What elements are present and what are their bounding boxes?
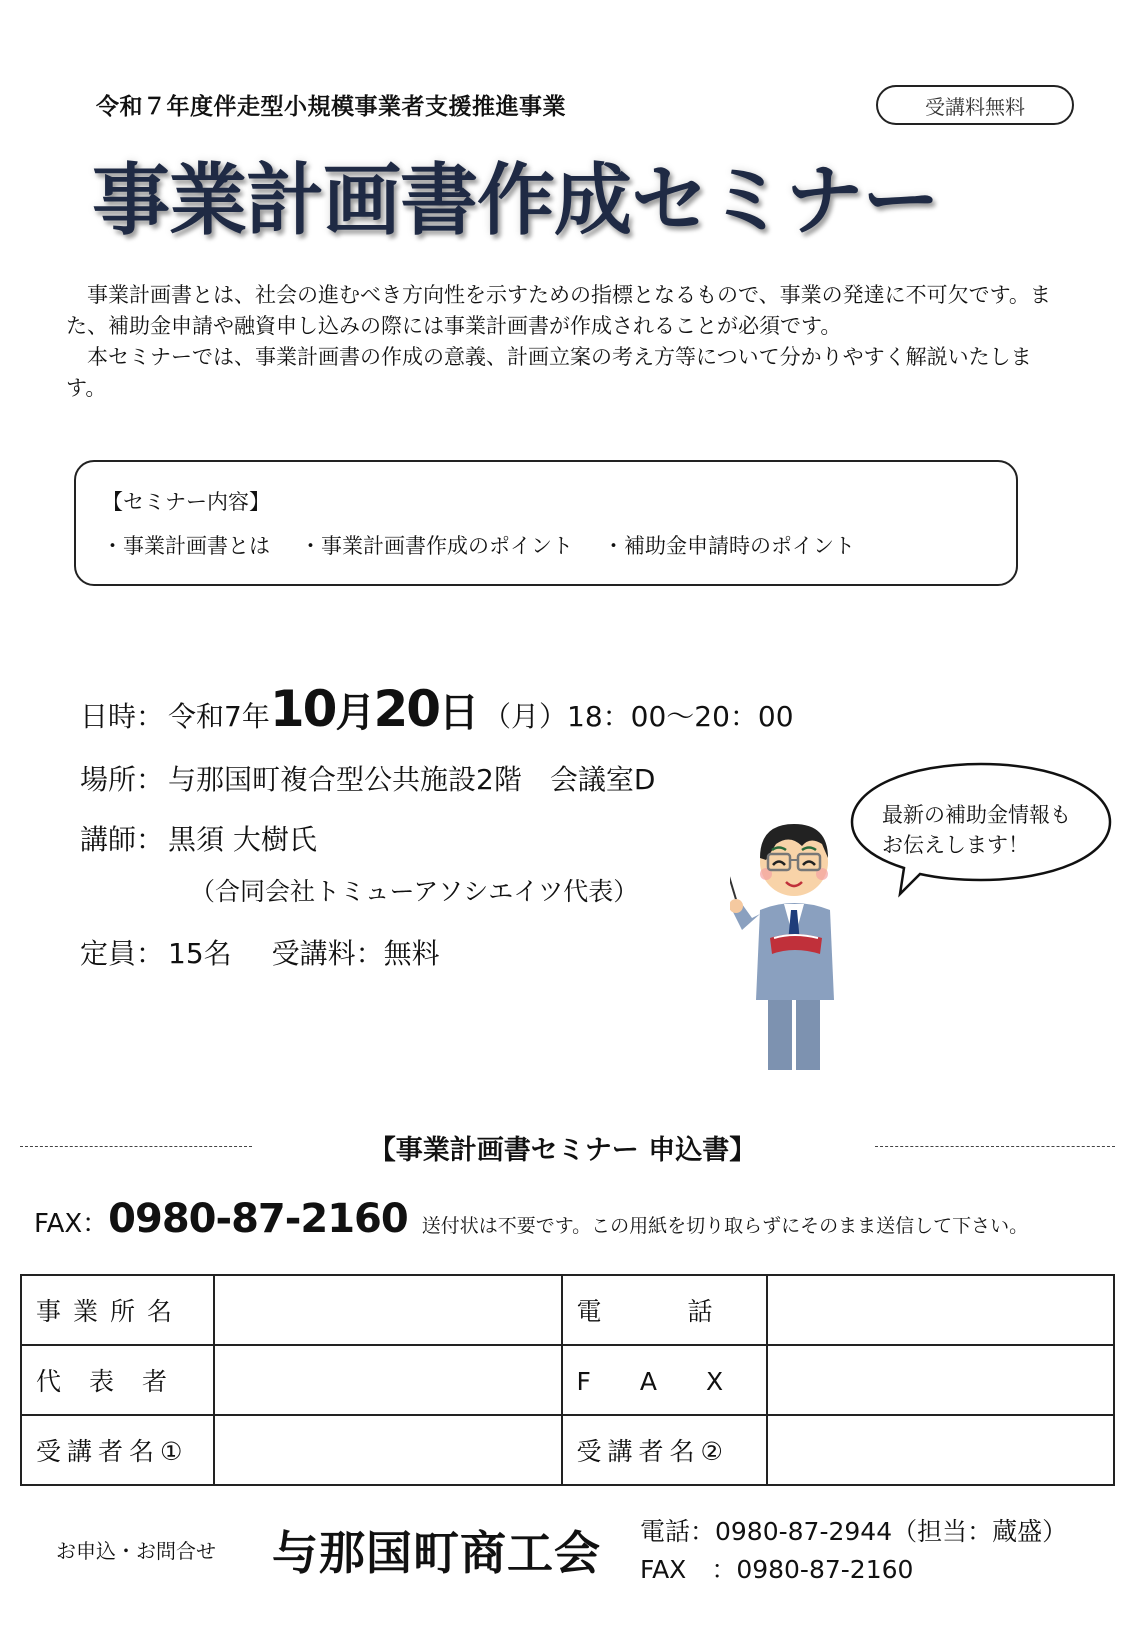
program-name: 令和７年度伴走型小規模事業者支援推進事業: [96, 94, 566, 120]
business-name-label: 事業所名: [21, 1275, 214, 1345]
speech-bubble-text: [882, 800, 1071, 860]
representative-field[interactable]: [214, 1345, 562, 1415]
application-form-title: 【事業計画書セミナー 申込書】: [368, 1135, 757, 1166]
lecturer-label: 講師：: [80, 823, 165, 856]
fax-note: 送付状は不要です。この用紙を切り取らずにそのまま送信して下さい。: [421, 1215, 1029, 1237]
seminar-content-heading: 【セミナー内容】: [102, 490, 270, 514]
seminar-content-list: [102, 530, 855, 560]
contact-phone: 電話：0980-87-2944（担当：蔵盛）: [640, 1517, 1068, 1546]
fax-instruction: [34, 1196, 1028, 1242]
lecturer-row: [80, 818, 317, 858]
organization-name: 与那国町商工会: [272, 1526, 601, 1580]
capacity-value: 15名: [168, 937, 232, 970]
capacity-label: 定員：: [80, 937, 165, 970]
datetime-era: 令和7年: [168, 700, 270, 733]
fee-badge: [876, 85, 1074, 125]
datetime-row: [80, 680, 794, 738]
fee-value: 無料: [383, 937, 440, 970]
seminar-content-item: ・補助金申請時のポイント: [603, 534, 855, 558]
contact-fax: FAX ：0980-87-2160: [640, 1555, 914, 1584]
fax-number: 0980-87-2160: [108, 1196, 408, 1242]
representative-label: 代表者: [21, 1345, 214, 1415]
table-row: [21, 1415, 1114, 1485]
datetime-month-unit: 月: [335, 690, 374, 736]
datetime-label: 日時：: [80, 700, 165, 733]
speech-bubble-line: お伝えします！: [882, 833, 1029, 857]
datetime-day: 20: [373, 680, 440, 738]
datetime-month: 10: [269, 680, 336, 738]
table-row: [21, 1345, 1114, 1415]
intro-paragraph-2: 本セミナーでは、事業計画書の作成の意義、計画立案の考え方等について分かりやすく解説いたします。: [66, 345, 1032, 400]
fax-field-label: F A X: [562, 1345, 767, 1415]
phone-field[interactable]: [767, 1275, 1115, 1345]
application-form-table: [20, 1274, 1115, 1486]
fee-badge-label: 受講料無料: [925, 94, 1025, 119]
page-title: 事業計画書作成セミナー: [92, 156, 940, 246]
capacity-row: [80, 932, 440, 972]
attendee-2-field[interactable]: [767, 1415, 1115, 1485]
attendee-2-label: 受講者名②: [562, 1415, 767, 1485]
seminar-content-box: [74, 460, 1018, 586]
datetime-time: 18：00～20：00: [567, 700, 794, 733]
place-value: 与那国町複合型公共施設2階 会議室D: [168, 763, 656, 796]
lecturer-name: 黒須 大樹氏: [168, 823, 317, 856]
seminar-content-item: ・事業計画書作成のポイント: [300, 534, 573, 558]
cut-line-right: [875, 1146, 1115, 1147]
business-name-field[interactable]: [214, 1275, 562, 1345]
contact-label: お申込・お問合せ: [56, 1539, 216, 1563]
attendee-1-field[interactable]: [214, 1415, 562, 1485]
fee-label: 受講料：: [271, 937, 384, 970]
datetime-weekday: （月）: [483, 700, 568, 733]
fax-label: FAX：: [34, 1209, 109, 1239]
place-row: [80, 758, 655, 798]
speech-bubble-line: 最新の補助金情報も: [882, 803, 1071, 827]
intro-paragraph-1: 事業計画書とは、社会の進むべき方向性を示すための指標となるもので、事業の発達に不可欠です。また、補助金申請や融資申し込みの際には事業計画書が作成されることが必須です。: [66, 283, 1051, 338]
teacher-illustration-icon: [730, 810, 880, 1075]
seminar-content-item: ・事業計画書とは: [102, 534, 270, 558]
lecturer-affiliation: （合同会社トミューアソシエイツ代表）: [190, 877, 639, 906]
table-row: [21, 1275, 1114, 1345]
place-label: 場所：: [80, 763, 165, 796]
datetime-day-unit: 日: [439, 690, 478, 736]
intro-text: [66, 280, 1056, 404]
attendee-1-label: 受講者名①: [21, 1415, 214, 1485]
phone-label: 電 話: [562, 1275, 767, 1345]
fax-field[interactable]: [767, 1345, 1115, 1415]
